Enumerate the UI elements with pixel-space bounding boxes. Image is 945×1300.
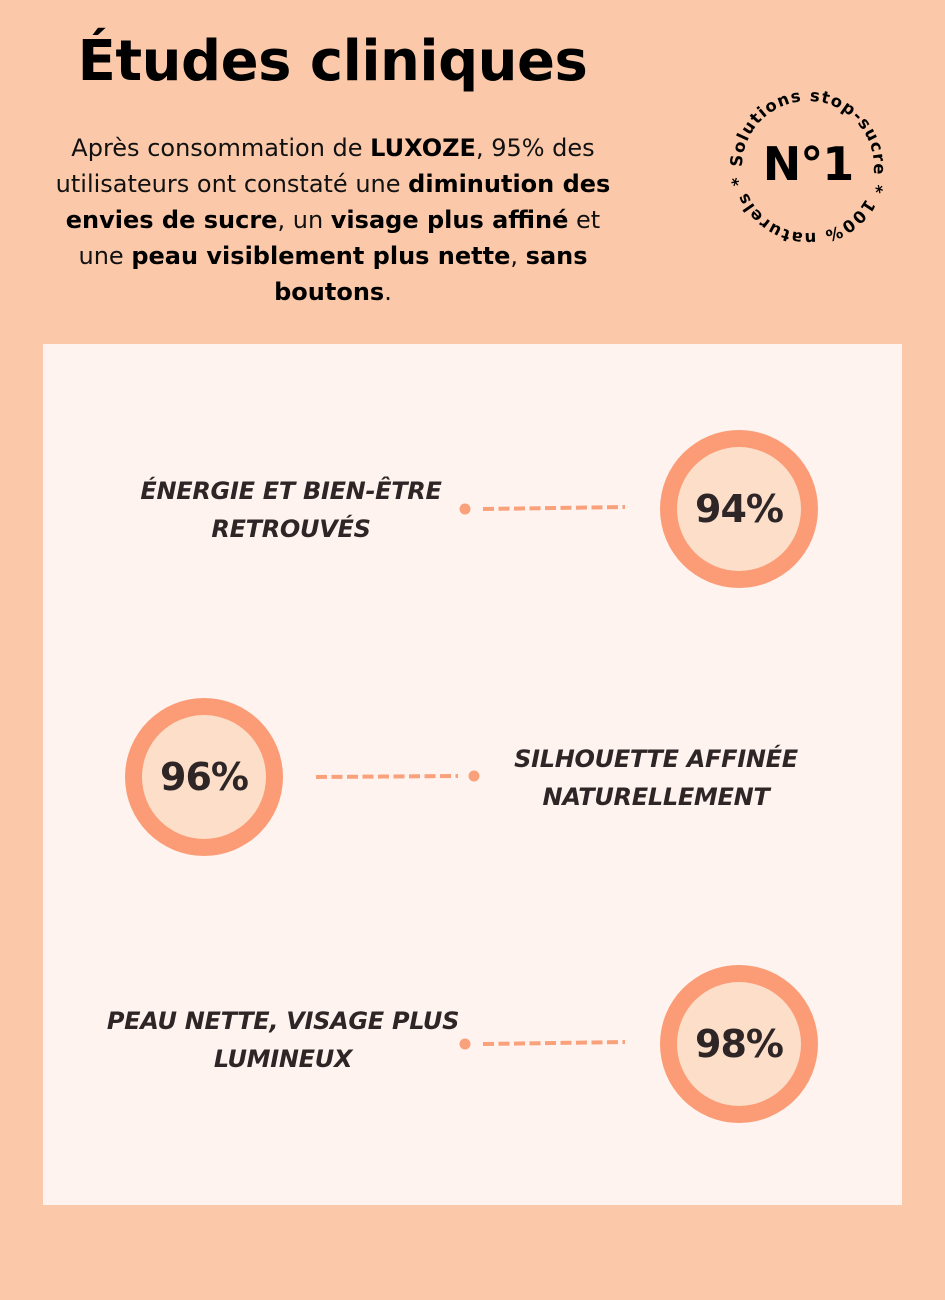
stat-label-line: SILHOUETTE AFFINÉE — [514, 745, 798, 773]
intro-segment-bold: diminution des envies de sucre — [65, 170, 611, 234]
intro-segment: , un — [277, 206, 331, 234]
dashed-connector — [457, 1033, 632, 1053]
intro-segment: , — [510, 242, 526, 270]
intro-segment: , 95% des utilisateurs ont constaté une — [55, 134, 595, 198]
intro-paragraph — [48, 130, 618, 310]
badge-ring-label: Solutions stop-sucre * 100% naturels * — [726, 85, 890, 249]
stat-label-line: ÉNERGIE ET BIEN-ÊTRE — [140, 477, 442, 505]
stat-label-skin — [103, 1002, 463, 1078]
badge-number: N°1 — [762, 137, 854, 191]
intro-segment-bold: sans boutons — [274, 242, 588, 306]
intro-segment: et une — [78, 206, 601, 270]
stat-value: 96% — [160, 755, 248, 799]
stat-value: 94% — [695, 487, 783, 531]
stats-panel — [43, 344, 902, 1205]
page-title: Études cliniques — [77, 29, 588, 94]
stat-circle-96 — [125, 698, 283, 856]
stat-circle-98 — [660, 965, 818, 1123]
stat-label-line: PEAU NETTE, VISAGE PLUS — [106, 1007, 460, 1035]
stat-label-line: LUMINEUX — [213, 1045, 353, 1073]
intro-segment-bold: peau visiblement plus nette — [131, 242, 511, 270]
dashed-connector — [457, 499, 632, 519]
stat-label-line: NATURELLEMENT — [542, 783, 770, 811]
intro-segment: . — [384, 278, 392, 306]
stat-label-energy — [121, 472, 461, 548]
stat-label-silhouette — [490, 740, 822, 816]
stat-label-line: RETROUVÉS — [211, 515, 371, 543]
intro-segment-bold: visage plus affiné — [330, 206, 569, 234]
intro-segment: Après consommation de — [71, 134, 371, 162]
intro-segment-bold: LUXOZE — [370, 134, 476, 162]
stat-value: 98% — [695, 1022, 783, 1066]
number-one-badge — [726, 85, 890, 249]
dashed-connector — [310, 766, 485, 786]
stat-circle-94 — [660, 430, 818, 588]
